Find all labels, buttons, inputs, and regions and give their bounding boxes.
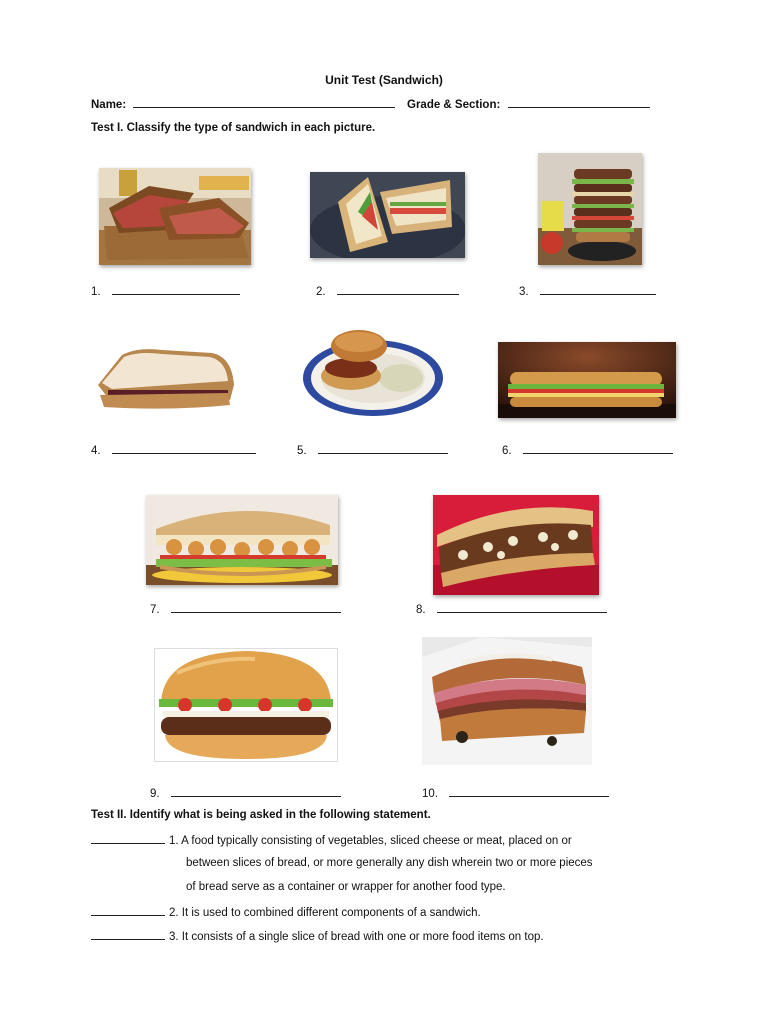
answer-blank-9[interactable] xyxy=(171,786,341,797)
answer-blank-2[interactable] xyxy=(337,284,459,295)
item-2: 2. xyxy=(316,284,459,298)
question-2-blank[interactable] xyxy=(91,905,165,916)
sandwich-image-7 xyxy=(146,495,338,585)
answer-blank-6[interactable] xyxy=(523,443,673,454)
question-1-line-2: between slices of bread, or more generally any dish wherein two or more pieces xyxy=(186,857,593,869)
item-1: 1. xyxy=(91,284,240,298)
club-sandwich-picture xyxy=(310,172,465,258)
sandwich-image-9 xyxy=(155,649,337,761)
name-blank[interactable] xyxy=(133,97,395,108)
grade-blank[interactable] xyxy=(508,97,650,108)
answer-blank-7[interactable] xyxy=(171,602,341,613)
item-7: 7. xyxy=(150,602,341,616)
sandwich-image-5 xyxy=(301,326,445,418)
answer-blank-5[interactable] xyxy=(318,443,448,454)
item-4: 4. xyxy=(91,443,256,457)
sandwich-image-6 xyxy=(498,342,676,418)
answer-blank-1[interactable] xyxy=(112,284,240,295)
shrimp-po-boy-picture xyxy=(146,495,338,585)
answer-blank-3[interactable] xyxy=(540,284,656,295)
hamburger-picture xyxy=(155,649,337,761)
sloppy-joe-picture xyxy=(301,326,445,418)
test2-instruction: Test II. Identify what is being asked in the following statement. xyxy=(91,809,431,821)
grilled-sandwich-picture xyxy=(99,168,251,265)
sandwich-image-2 xyxy=(310,172,465,258)
test1-instruction: Test I. Classify the type of sandwich in each picture. xyxy=(91,122,376,134)
question-1: 1. A food typically consisting of vegetables, sliced cheese or meat, placed on or xyxy=(91,833,572,847)
sandwich-image-3 xyxy=(538,153,642,265)
question-2: 2. It is used to combined different components of a sandwich. xyxy=(91,905,481,919)
question-3: 3. It consists of a single slice of bread with one or more food items on top. xyxy=(91,929,544,943)
item-10: 10. xyxy=(422,786,609,800)
item-9: 9. xyxy=(150,786,341,800)
page-title: Unit Test (Sandwich) xyxy=(325,73,443,87)
name-row xyxy=(91,97,395,111)
name-label: Name: xyxy=(91,99,127,111)
answer-blank-4[interactable] xyxy=(112,443,256,454)
muffuletta-picture xyxy=(422,637,592,765)
question-1-line-3: of bread serve as a container or wrapper for another food type. xyxy=(186,881,506,893)
submarine-sandwich-picture xyxy=(498,342,676,418)
sandwich-image-1 xyxy=(99,168,251,265)
answer-blank-10[interactable] xyxy=(449,786,609,797)
item-3: 3. xyxy=(519,284,656,298)
cheesesteak-picture xyxy=(433,495,599,595)
peanut-butter-sandwich-picture xyxy=(92,345,238,413)
item-8: 8. xyxy=(416,602,607,616)
question-3-blank[interactable] xyxy=(91,929,165,940)
dagwood-sandwich-picture xyxy=(538,153,642,265)
sandwich-image-8 xyxy=(433,495,599,595)
item-6: 6. xyxy=(502,443,673,457)
grade-label: Grade & Section: xyxy=(407,99,501,111)
answer-blank-8[interactable] xyxy=(437,602,607,613)
item-5: 5. xyxy=(297,443,448,457)
sandwich-image-4 xyxy=(92,345,238,413)
sandwich-image-10 xyxy=(422,637,592,765)
grade-row xyxy=(407,97,650,111)
question-1-blank[interactable] xyxy=(91,833,165,844)
